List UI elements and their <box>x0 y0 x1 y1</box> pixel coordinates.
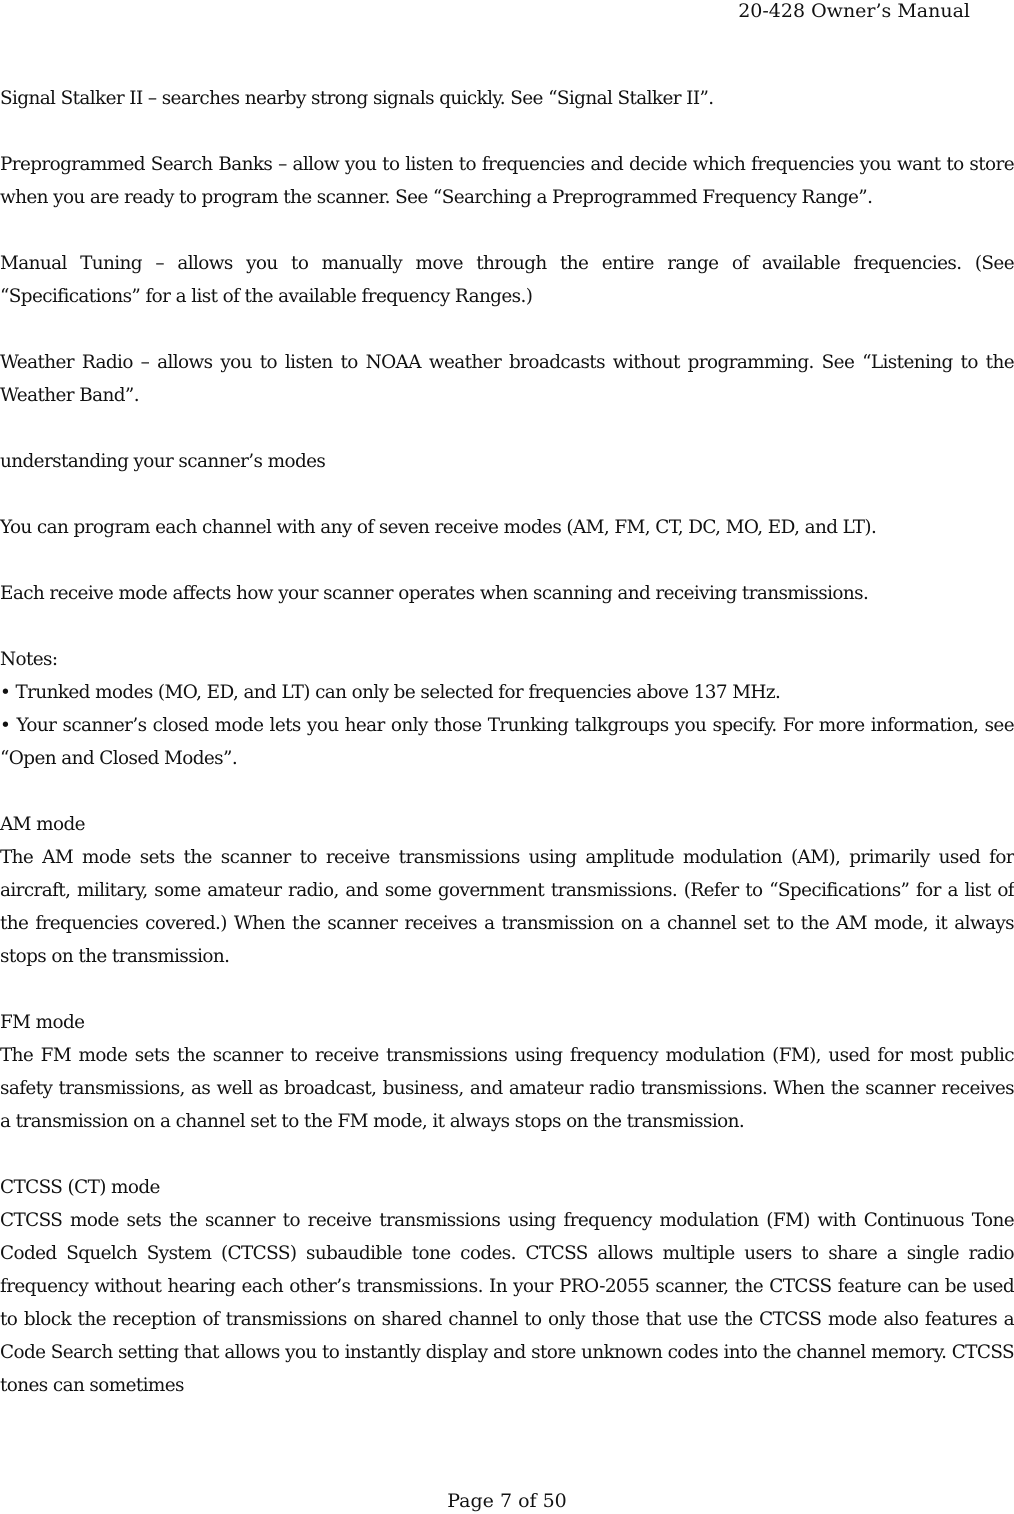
paragraph-seven-modes: You can program each channel with any of seven receive modes (AM, FM, CT, DC, MO, ED, and LT). <box>0 517 877 538</box>
page-body <box>0 82 1014 1402</box>
manual-title: 20-428 Owner’s Manual <box>738 0 970 22</box>
page-number: Page 7 of 50 <box>447 1490 567 1512</box>
ctcss-mode-heading: CTCSS (CT) mode <box>0 1177 160 1198</box>
ctcss-mode-body: CTCSS mode sets the scanner to receive transmissions using frequency modulation (FM) with Continuous Tone Coded Squelch System (CTCSS) subaudible tone codes. CTCSS allows multiple users to share a single radio frequency without hearing each other’s transmissions. In your PRO-2055 scanner, the CTCSS feature can be used to block the reception of transmissions on shared channel to only those that use the CTCSS mode also features a Code Search setting that allows you to instantly display and store unknown codes into the channel memory. CTCSS tones can sometimes <box>0 1210 1014 1396</box>
paragraph-search-banks: Preprogrammed Search Banks – allow you to listen to frequencies and decide which frequencies you want to store when you are ready to program the scanner. See “Searching a Preprogrammed Frequency Range”. <box>0 154 1014 208</box>
note-item-1: • Trunked modes (MO, ED, and LT) can only be selected for frequencies above 137 MHz. <box>0 682 781 703</box>
paragraph-signal-stalker: Signal Stalker II – searches nearby strong signals quickly. See “Signal Stalker II”. <box>0 88 714 109</box>
paragraph-manual-tuning: Manual Tuning – allows you to manually move through the entire range of available frequencies. (See “Specifications” for a list of the available frequency Ranges.) <box>0 253 1014 307</box>
section-heading-modes: understanding your scanner’s modes <box>0 451 326 472</box>
fm-mode-heading: FM mode <box>0 1012 85 1033</box>
fm-mode-body: The FM mode sets the scanner to receive transmissions using frequency modulation (FM), used for most public safety transmissions, as well as broadcast, business, and amateur radio transmissions. When the scanner receives a transmission on a channel set to the FM mode, it always stops on the transmission. <box>0 1045 1014 1132</box>
paragraph-weather-radio: Weather Radio – allows you to listen to NOAA weather broadcasts without programming. See “Listening to the Weather Band”. <box>0 352 1014 406</box>
paragraph-each-mode: Each receive mode affects how your scanner operates when scanning and receiving transmissions. <box>0 583 869 604</box>
am-mode-heading: AM mode <box>0 814 85 835</box>
note-item-2: • Your scanner’s closed mode lets you hear only those Trunking talkgroups you specify. For more information, see “Open and Closed Modes”. <box>0 715 1014 769</box>
am-mode-body: The AM mode sets the scanner to receive transmissions using amplitude modulation (AM), primarily used for aircraft, military, some amateur radio, and some government transmissions. (Refer to “Specifications” for a list of the frequencies covered.) When the scanner receives a transmission on a channel set to the AM mode, it always stops on the transmission. <box>0 847 1014 967</box>
notes-label: Notes: <box>0 649 58 670</box>
